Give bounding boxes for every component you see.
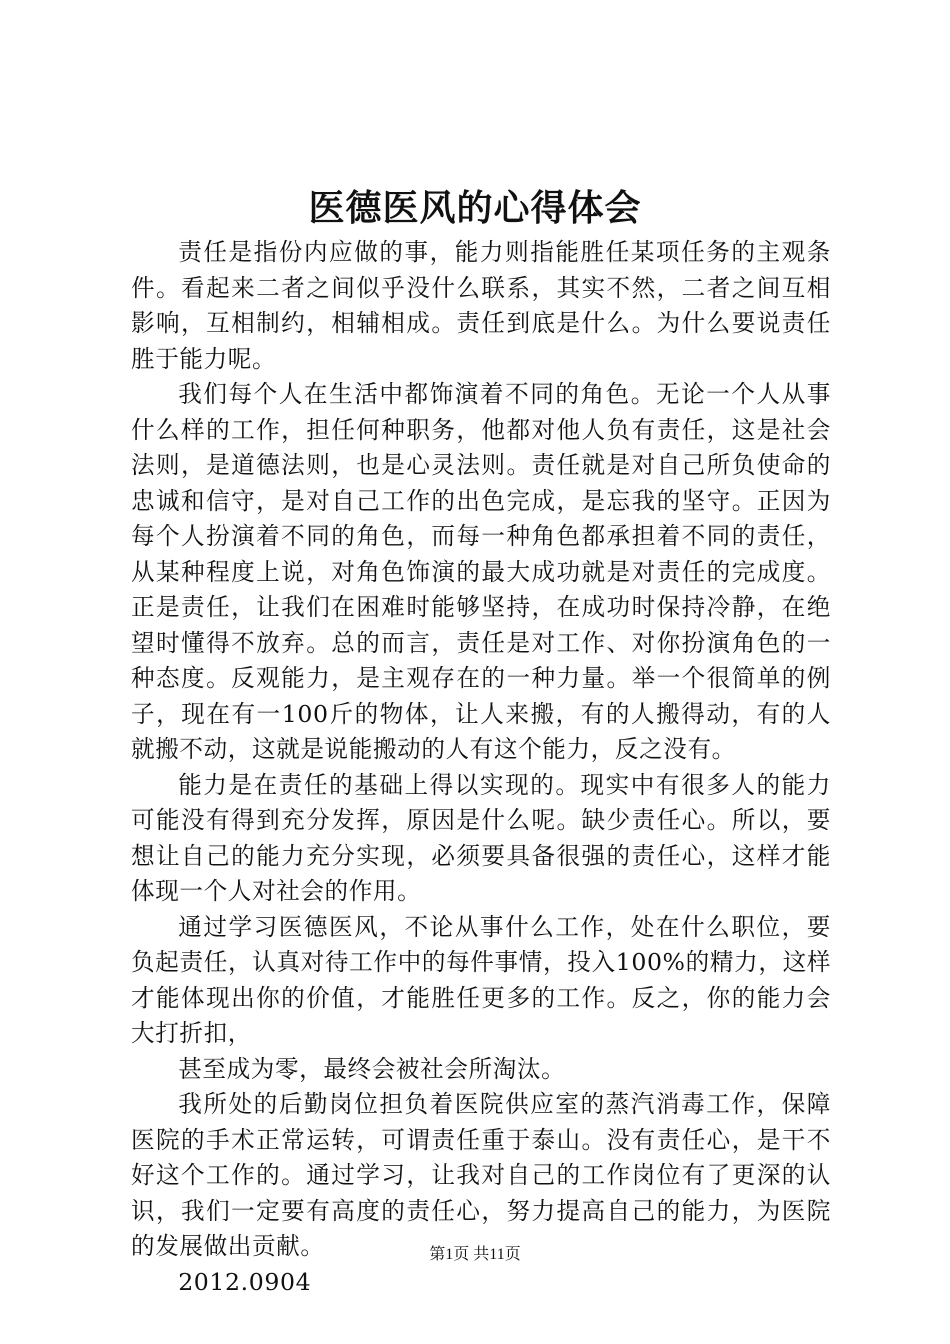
document-date: 2012.0904 [178, 1267, 312, 1296]
paragraph-logistics-post: 我所处的后勤岗位担负着医院供应室的蒸汽消毒工作，保障医院的手术正常运转，可谓责任重于泰山。没有责任心，是干不好这个工作的。通过学习，让我对自己的工作岗位有了更深的认识，我们一定要有高度的责任心，努力提高自己的能力，为医院的发展做出贡献。 [131, 1090, 831, 1260]
document-body [131, 235, 831, 1300]
paragraph-roles-and-responsibility: 我们每个人在生活中都饰演着不同的角色。无论一个人从事什么样的工作，担任何种职务，他都对他人负有责任，这是社会法则，是道德法则，也是心灵法则。责任就是对自己所负使命的忠诚和信守，是对自己工作的出色完成，是忘我的坚守。正因为每个人扮演着不同的角色，而每一种角色都承担着不同的责任，从某种程度上说，对角色饰演的最大成功就是对责任的完成度。正是责任，让我们在困难时能够坚持，在成功时保持冷静，在绝望时懂得不放弃。总的而言，责任是对工作、对你扮演角色的一种态度。反观能力，是主观存在的一种力量。举一个很简单的例子，现在有一100斤的物体，让人来搬，有的人搬得动，有的人就搬不动，这就是说能搬动的人有这个能力，反之没有。 [131, 380, 831, 763]
paragraph-responsibility-definition: 责任是指份内应做的事，能力则指能胜任某项任务的主观条件。看起来二者之间似乎没什么联系，其实不然，二者之间互相影响，互相制约，相辅相成。责任到底是什么。为什么要说责任胜于能力呢。 [131, 238, 831, 373]
paragraph-ability-and-responsibility: 能力是在责任的基础上得以实现的。现实中有很多人的能力可能没有得到充分发挥，原因是什么呢。缺少责任心。所以，要想让自己的能力充分实现，必须要具备很强的责任心，这样才能体现一个人对社会的作用。 [131, 770, 831, 905]
page-number: 第1页 共11页 [429, 1246, 521, 1263]
paragraph-elimination: 甚至成为零，最终会被社会所淘汰。 [178, 1054, 566, 1083]
document-title: 医德医风的心得体会 [308, 187, 642, 229]
paragraph-medical-ethics-study: 通过学习医德医风，不论从事什么工作，处在什么职位，要负起责任，认真对待工作中的每件事情，投入100%的精力，这样才能体现出你的价值，才能胜任更多的工作。反之，你的能力会大打折扣， [131, 912, 831, 1047]
